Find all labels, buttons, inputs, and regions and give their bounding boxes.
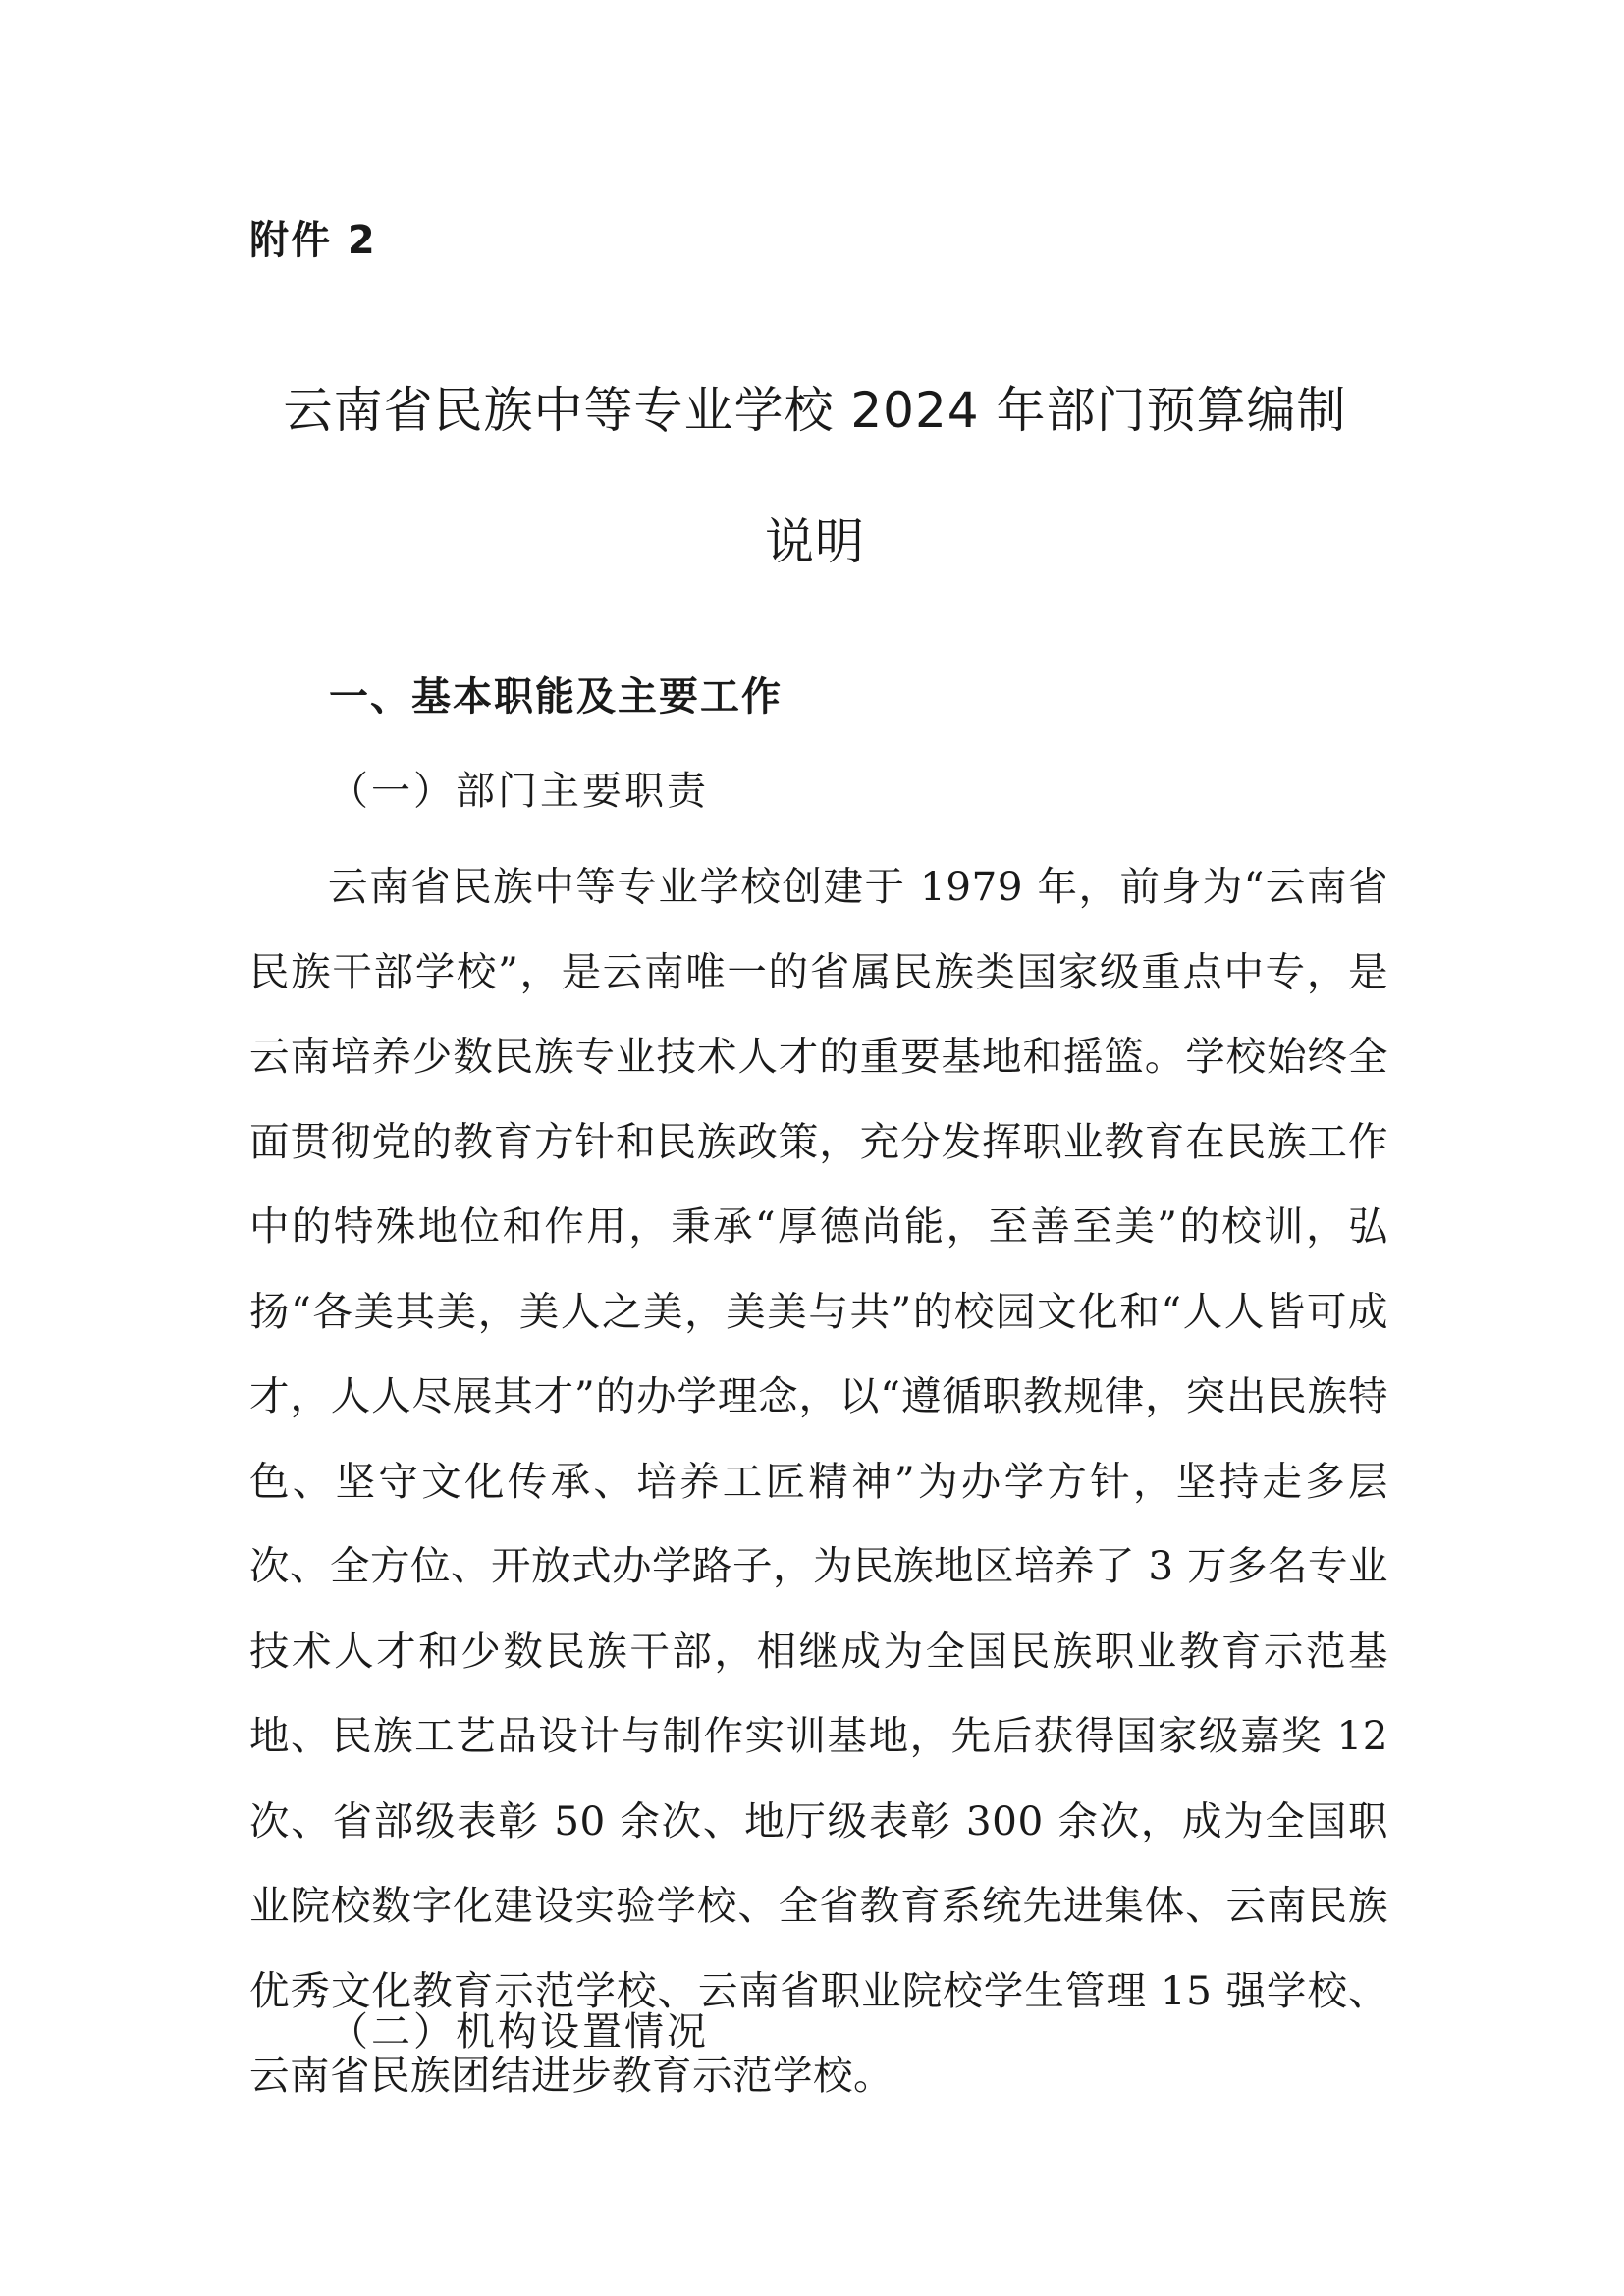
main-duties-paragraph: 云南省民族中等专业学校创建于 1979 年，前身为“云南省民族干部学校”，是云南唯一的省属民族类国家级重点中专，是云南培养少数民族专业技术人才的重要基地和摇篮。学校始终全面贯彻党的教育方针和民族政策，充分发挥职业教育在民族工作中的特殊地位和作用，秉承“厚德尚能，至善至美”的校训，弘扬“各美其美，美人之美，美美与共”的校园文化和“人人皆可成才，人人尽展其才”的办学理念，以“遵循职教规律，突出民族特色、坚守文化传承、培养工匠精神”为办学方针，坚持走多层次、全方位、开放式办学路子，为民族地区培养了 3 万多名专业技术人才和少数民族干部，相继成为全国民族职业教育示范基地、民族工艺品设计与制作实训基地，先后获得国家级嘉奖 12 次、省部级表彰 50 余次、地厅级表彰 300 余次，成为全国职业院校数字化建设实验学校、全省教育系统先进集体、云南民族优秀文化教育示范学校、云南省职业院校学生管理 15 强学校、云南省民族团结进步教育示范学校。 (249, 863, 1389, 2099)
document-title-line-1: 云南省民族中等专业学校 2024 年部门预算编制 (283, 382, 1347, 439)
attachment-label: 附件 2 (249, 218, 377, 263)
subsection-heading-organization: （二）机构设置情况 (329, 2009, 709, 2055)
subsection-heading-main-duties: （一）部门主要职责 (329, 769, 709, 814)
section-heading-basic-functions: 一、基本职能及主要工作 (329, 674, 783, 720)
document-title-line-2: 说明 (765, 513, 865, 570)
